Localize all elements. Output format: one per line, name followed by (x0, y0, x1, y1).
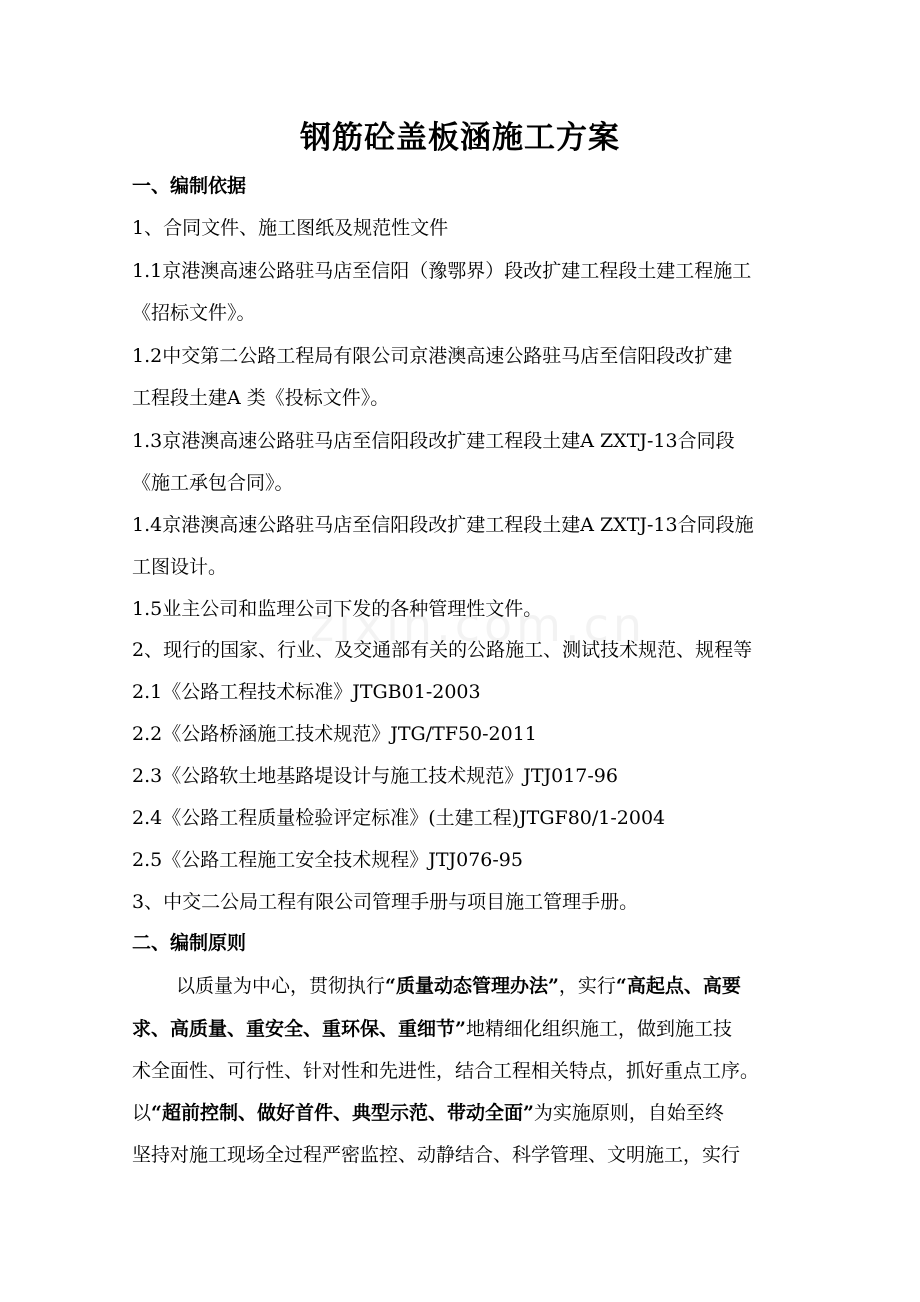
emphasis-text: 求、高质量、重安全、重环保、重细节” (132, 1018, 466, 1040)
list-item: 2、现行的国家、行业、及交通部有关的公路施工、测试技术规范、规程等 (132, 639, 753, 661)
list-item: 2.1《公路工程技术标准》JTGB01-2003 (132, 681, 481, 703)
list-item-continuation: 工图设计。 (132, 556, 228, 578)
list-item: 1.2中交第二公路工程局有限公司京港澳高速公路驻马店至信阳段改扩建 (132, 345, 733, 367)
list-item: 1、合同文件、施工图纸及规范性文件 (132, 217, 449, 239)
paragraph-text: ，实行 (558, 975, 616, 997)
section-heading-principles: 二、编制原则 (132, 932, 247, 954)
list-item-continuation: 工程段土建A 类《投标文件》。 (132, 387, 390, 409)
emphasis-text: “质量动态管理办法” (385, 975, 559, 997)
paragraph-text: 地精细化组织施工，做到施工技 (465, 1018, 732, 1040)
section-heading-basis: 一、编制依据 (132, 175, 247, 197)
emphasis-text: “超前控制、做好首件、典型示范、带动全面” (151, 1102, 534, 1124)
emphasis-text: “高起点、高要 (615, 975, 741, 997)
paragraph-line: 坚持对施工现场全过程严密监控、动静结合、科学管理、文明施工，实行 (132, 1144, 741, 1166)
paragraph-line (132, 1016, 732, 1042)
list-item: 1.4京港澳高速公路驻马店至信阳段改扩建工程段土建A ZXTJ-13合同段施 (132, 514, 754, 536)
document-title: 钢筋砼盖板涵施工方案 (300, 120, 620, 156)
list-item: 2.5《公路工程施工安全技术规程》JTJ076-95 (132, 849, 523, 871)
paragraph-text: 以 (132, 1102, 152, 1124)
list-item: 1.1京港澳高速公路驻马店至信阳（豫鄂界）段改扩建工程段土建工程施工 (132, 260, 752, 282)
paragraph-text: 为实施原则，自始至终 (533, 1102, 724, 1124)
list-item: 2.2《公路桥涵施工技术规范》JTG/TF50-2011 (132, 723, 537, 745)
list-item: 1.5业主公司和监理公司下发的各种管理性文件。 (132, 598, 543, 620)
list-item: 2.4《公路工程质量检验评定标准》(土建工程)JTGF80/1-2004 (132, 807, 666, 829)
list-item: 2.3《公路软土地基路堤设计与施工技术规范》JTJ017-96 (132, 765, 618, 787)
paragraph-line (176, 973, 741, 999)
list-item: 1.3京港澳高速公路驻马店至信阳段改扩建工程段土建A ZXTJ-13合同段 (132, 430, 735, 452)
list-item-continuation: 《招标文件》。 (132, 302, 256, 324)
list-item-continuation: 《施工承包合同》。 (132, 472, 294, 494)
paragraph-line: 术全面性、可行性、针对性和先进性，结合工程相关特点，抓好重点工序。 (132, 1060, 760, 1082)
paragraph-text: 以质量为中心，贯彻执行 (176, 975, 386, 997)
paragraph-line (132, 1100, 724, 1126)
list-item: 3、中交二公局工程有限公司管理手册与项目施工管理手册。 (132, 891, 639, 913)
